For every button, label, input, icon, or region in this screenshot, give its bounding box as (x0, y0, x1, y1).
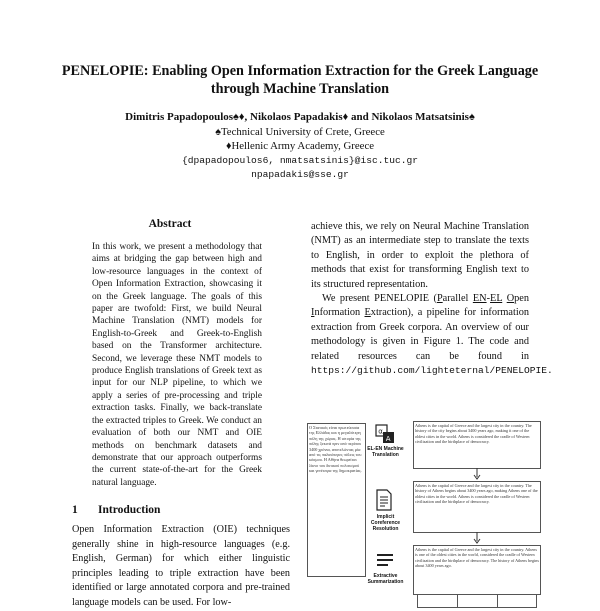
title-line-1: PENELOPIE: Enabling Open Information Extraction for the Greek Language (61, 63, 539, 79)
text-fragment: pen (514, 293, 530, 305)
acronym-letter: I (311, 307, 315, 319)
greek-source-box (307, 423, 366, 577)
svg-text:A: A (385, 435, 391, 443)
affiliation-2: ♦Hellenic Army Academy, Greece (225, 140, 375, 152)
author-names: Dimitris Papadopoulos♠♦, Nikolaos Papadakis♦ and Nikolaos Matsatsinis♠ (125, 111, 475, 123)
abstract-text: In this work, we present a methodology that aims at bridging the gap between high and low-resource languages in the context of Open Information Extraction, showcasing it on the Greek language. The goals of this paper are twofold: First, we build Neural Machine Translation (NMT) models for English-to-Greek and Greek-to-English based on the Transformer architecture. Second, we leverage these NMT models to produce English translations of Greek text as input for our NLP pipeline, to which we apply a series of pre-processing and triple extraction tasks. Finally, we back-translate the extracted triples to Greek. We conduct an evaluation of both our NMT and OIE methods on benchmark datasets and demonstrate that our approach outperforms the current state-of-the-art for the Greek natural language. (92, 242, 262, 488)
github-link[interactable]: https://github.com/lighteternal/PENELOPIE. (311, 365, 553, 377)
step-label-summarization: Extractive Summarization (367, 573, 404, 585)
text-fragment: arallel (442, 293, 473, 305)
email-2: npapadakis@sse.gr (251, 169, 349, 180)
paragraph-nmt: achieve this, we rely on Neural Machine Translation (NMT) as an intermediate step to translate the texts to English, in order to exploit the plethora of methods that exist for transforming English text to its structured representation. (311, 221, 529, 290)
acronym-letter: EN (472, 293, 487, 305)
triples-table-partial (417, 594, 537, 608)
introduction-text: Open Information Extraction (OIE) techniques generally shine in high-resource languages (e.g. English, German) for which either linguistic principles leading to triple extraction have been identified or large annotated corpora and pre-trained language models can be used. For low- (72, 524, 290, 608)
title-line-2: through Machine Translation (210, 81, 390, 97)
acronym-letter: P (436, 293, 443, 305)
section-title: Introduction (98, 504, 161, 516)
english-translation-text: Athens is the capital of Greece and the largest city in the country. The history of the city begins about 3400 years ago, making it one of the oldest cities in the world. Athens is considered the cradle of Western civilization and the birthplace of democracy. (415, 423, 532, 445)
table-divider (457, 595, 458, 607)
acronym-letter: O (506, 293, 515, 305)
coreference-box (413, 481, 541, 533)
text-fragment: We present PENELOPIE ( (322, 293, 437, 305)
coreference-text: Athens is the capital of Greece and the largest city in the country. The history of Athens begins about 3400 years ago, making Athens one of the oldest cities in the world. Athens is considered the cradle of Western civilization and the birthplace of democracy. (415, 483, 538, 505)
paragraph-penelopie (311, 292, 553, 378)
affiliation-1: ♠Technical University of Crete, Greece (215, 125, 385, 138)
english-translation-box (413, 421, 541, 469)
acronym-letter: E (364, 307, 371, 319)
svg-text:α: α (378, 427, 383, 436)
email-1: {dpapadopoulos6, nmatsatsinis}@isc.tuc.gr (181, 154, 419, 166)
step-label-translation: EL-EN Machine Translation (367, 446, 404, 458)
figure-1-pipeline (305, 393, 540, 600)
summary-box (413, 545, 541, 595)
author-block (30, 110, 570, 183)
text-fragment: - (486, 293, 491, 305)
text-fragment: xtraction), a pipeline for information extraction from Greek corpora. An overview of our methodology is given in Figure 1. The code and related resources can be found in (311, 307, 529, 362)
summary-text: Athens is the capital of Greece and the largest city in the country. Athens is one of the oldest cities in the world, considered the cradle of Western civilization and the birthplace of democracy. The history of Athens begins about 3400 years ago. (415, 547, 539, 569)
paper-title (30, 62, 570, 98)
greek-source-text: Ο Στατικός είναι πρωτεύουσα της Ελλάδας και η μεγαλύτερη πόλη της χώρας. Η ιστορία της πόλης ξεκινά πριν από περίπου 3400 χρόνια, αποτελώντας μία από τις παλαιότερες πόλεις του κόσμου. Η Αθήνα θεωρείται λίκνο του δυτικού πολιτισμού και γενέτειρα της δημοκρατίας. (309, 425, 362, 474)
text-fragment: nformation (314, 307, 365, 319)
step-label-coreference: Implicit Coreference Resolution (370, 514, 401, 532)
acronym-letter: EL (490, 293, 503, 305)
coreference-document-icon (375, 489, 393, 516)
table-divider (497, 595, 498, 607)
introduction-heading (72, 504, 160, 516)
section-number: 1 (72, 504, 78, 516)
abstract-heading: Abstract (148, 218, 192, 230)
right-column-text (311, 220, 553, 378)
